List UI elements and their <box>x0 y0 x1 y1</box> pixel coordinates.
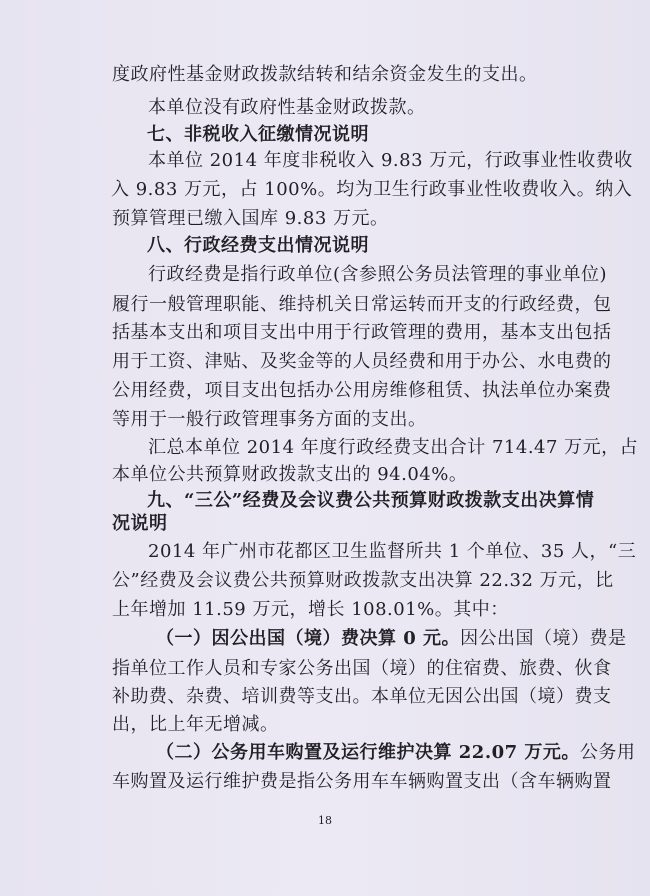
section-heading: 七、非税收入征缴情况说明 <box>147 124 369 145</box>
section-heading: 九、“三公”经费及会议费公共预算财政拨款支出决算情 <box>147 490 595 511</box>
text-line: 补助费、杂费、培训费等支出。本单位无因公出国（境）费支 <box>112 686 612 707</box>
text-line: 指单位工作人员和专家公务出国（境）的住宿费、旅费、伙食 <box>112 658 612 679</box>
text-line: 用于工资、津贴、及奖金等的人员经费和用于办公、水电费的 <box>112 351 612 372</box>
text-line: 本单位公共预算财政拨款支出的 94.04%。 <box>112 464 468 485</box>
text-line: 括基本支出和项目支出中用于行政管理的费用，基本支出包括 <box>112 322 612 343</box>
text-line: 上年增加 11.59 万元，增长 108.01%。其中： <box>112 599 509 620</box>
abroad-text: 因公出国（境）费是 <box>460 628 627 649</box>
car-heading: （二）公务用车购置及运行维护决算 22.07 万元。 <box>156 742 580 763</box>
text-line: 车购置及运行维护费是指公务用车车辆购置支出（含车辆购置 <box>112 771 612 792</box>
text-line: 度政府性基金财政拨款结转和结余资金发生的支出。 <box>112 64 538 85</box>
page-number: 18 <box>318 814 332 827</box>
text-line: 公用经费，项目支出包括办公用房维修租赁、执法单位办案费 <box>112 380 612 401</box>
text-line: 汇总本单位 2014 年度行政经费支出合计 714.47 万元，占 <box>148 437 639 458</box>
text-line: 2014 年广州市花都区卫生监督所共 1 个单位、35 人，“三 <box>148 541 637 562</box>
section-heading: 八、行政经费支出情况说明 <box>147 235 369 256</box>
text-line: 等用于一般行政管理事务方面的支出。 <box>112 409 427 430</box>
text-line: 行政经费是指行政单位(含参照公务员法管理的事业单位) <box>148 264 608 285</box>
abroad-heading: （一）因公出国（境）费决算 0 元。 <box>156 628 461 649</box>
text-line: 本单位没有政府性基金财政拨款。 <box>148 97 426 118</box>
text-line: 履行一般管理职能、维持机关日常运转而开支的行政经费，包 <box>112 294 612 315</box>
car-text: 公务用 <box>579 742 636 763</box>
text-line: 预算管理已缴入国库 9.83 万元。 <box>112 208 389 229</box>
text-line: 入 9.83 万元，占 100%。均为卫生行政事业性收费收入。纳入 <box>111 179 633 200</box>
text-line: 公”经费及会议费公共预算财政拨款支出决算 22.32 万元，比 <box>112 570 614 591</box>
text-line: 出，比上年无增减。 <box>112 714 279 735</box>
mixed-line-abroad <box>156 628 627 650</box>
section-heading: 况说明 <box>112 513 168 534</box>
mixed-line-car <box>156 742 635 764</box>
text-line: 本单位 2014 年度非税收入 9.83 万元，行政事业性收费收 <box>148 150 633 171</box>
